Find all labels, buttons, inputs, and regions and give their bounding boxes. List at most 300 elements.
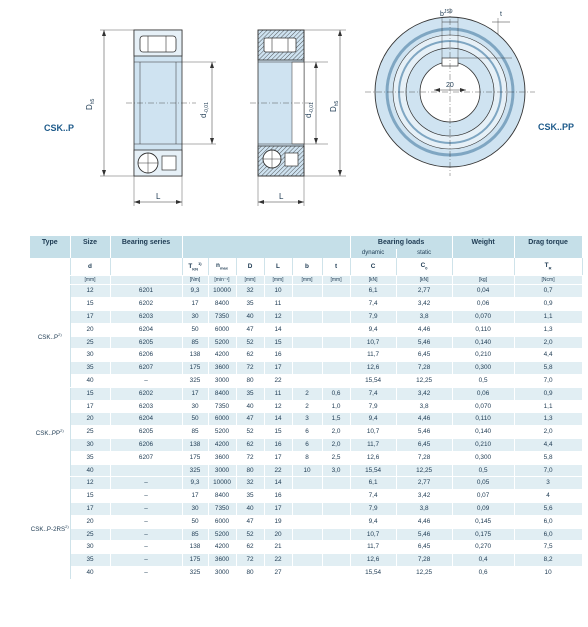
table-cell: 35 (236, 490, 264, 503)
table-cell: 138 (182, 349, 208, 362)
table-cell (292, 311, 322, 324)
header-type: Type (30, 236, 70, 249)
table-cell: 7350 (208, 502, 236, 515)
table-cell: 3,0 (322, 464, 350, 477)
table-cell: 0,070 (452, 400, 514, 413)
table-cell: 22 (264, 374, 292, 387)
table-cell: 2 (292, 400, 322, 413)
table-cell: 6203 (110, 311, 182, 324)
table-row (30, 387, 582, 400)
table-cell: 325 (182, 374, 208, 387)
table-cell: 11,7 (350, 438, 396, 451)
table-cell: 15,54 (350, 374, 396, 387)
table-cell: 35 (236, 387, 264, 400)
table-cell: 30 (70, 349, 110, 362)
table-cell: 30 (182, 311, 208, 324)
table-cell: 2,0 (322, 426, 350, 439)
table-cell (322, 349, 350, 362)
table-cell: 0,05 (452, 477, 514, 490)
table-cell: 20 (70, 323, 110, 336)
table-cell: 52 (236, 426, 264, 439)
table-row (30, 323, 582, 336)
table-cell: 22 (264, 464, 292, 477)
symbol-text: D (247, 262, 253, 270)
symbol-text: C (370, 262, 376, 270)
unit-cell: [Nm] (182, 276, 208, 285)
table-cell (292, 554, 322, 567)
table-row (30, 311, 582, 324)
unit-cell: [mm] (70, 276, 110, 285)
type-footnote: 2) (60, 427, 64, 433)
table-cell: 6,0 (514, 515, 582, 528)
table-cell: 15,54 (350, 566, 396, 579)
table-cell: 11 (264, 298, 292, 311)
table-cell: 4200 (208, 349, 236, 362)
table-cell: 175 (182, 451, 208, 464)
table-cell: 3,42 (396, 298, 452, 311)
unit-row (30, 276, 582, 285)
table-cell (322, 515, 350, 528)
table-cell (292, 477, 322, 490)
table-cell: 40 (236, 311, 264, 324)
type-footnote: 2) (65, 523, 69, 529)
table-cell (322, 541, 350, 554)
table-cell: 40 (70, 464, 110, 477)
table-cell: 15,54 (350, 464, 396, 477)
table-cell: – (110, 477, 182, 490)
table-cell: 0,06 (452, 387, 514, 400)
table-cell: 10 (292, 464, 322, 477)
table-cell: 6206 (110, 349, 182, 362)
table-cell (322, 490, 350, 503)
table-cell: 2 (292, 387, 322, 400)
dim-l-label-2: L (279, 192, 284, 201)
spec-table (30, 236, 583, 580)
table-cell: 72 (236, 451, 264, 464)
table-cell: 9,4 (350, 515, 396, 528)
table-cell: 15 (70, 490, 110, 503)
table-cell: 5,46 (396, 528, 452, 541)
table-cell: 7,9 (350, 311, 396, 324)
table-cell: 10,7 (350, 336, 396, 349)
table-cell: 52 (236, 528, 264, 541)
table-cell (292, 566, 322, 579)
table-cell: 62 (236, 438, 264, 451)
table-cell: 47 (236, 413, 264, 426)
symbol-text: n (216, 261, 220, 269)
table-cell: 80 (236, 566, 264, 579)
table-cell: 15 (264, 426, 292, 439)
table-cell: 72 (236, 554, 264, 567)
table-cell: 8 (292, 451, 322, 464)
table-cell: 40 (70, 566, 110, 579)
table-cell: 32 (236, 477, 264, 490)
table-cell: 6 (292, 438, 322, 451)
symbol-cell (110, 258, 182, 276)
table-cell: 40 (236, 400, 264, 413)
table-cell: 17 (182, 298, 208, 311)
table-cell: 10000 (208, 285, 236, 298)
table-cell: – (110, 515, 182, 528)
table-cell: 15 (264, 336, 292, 349)
table-cell: 14 (264, 323, 292, 336)
type-footnote: 2) (58, 331, 62, 337)
table-cell: 7350 (208, 311, 236, 324)
table-cell: 0,070 (452, 311, 514, 324)
table-cell (292, 528, 322, 541)
unit-cell: [Ncm] (514, 276, 582, 285)
table-row (30, 336, 582, 349)
symbol-text: L (276, 262, 280, 270)
table-cell: 3 (292, 413, 322, 426)
table-cell: 9,4 (350, 413, 396, 426)
table-cell: 7,9 (350, 400, 396, 413)
table-cell: 14 (264, 413, 292, 426)
table-cell: 3,8 (396, 502, 452, 515)
drawings-svg (0, 0, 588, 225)
table-row (30, 464, 582, 477)
table-cell: 1,1 (514, 311, 582, 324)
table-cell: – (110, 528, 182, 541)
table-cell: 4,4 (514, 349, 582, 362)
table-cell: 6,1 (350, 285, 396, 298)
symbol-sub: R (548, 264, 552, 270)
table-cell: 35 (70, 451, 110, 464)
table-cell: 138 (182, 541, 208, 554)
table-cell: 325 (182, 566, 208, 579)
table-cell: 35 (70, 362, 110, 375)
table-cell: 0,5 (452, 464, 514, 477)
table-cell: 6000 (208, 515, 236, 528)
table-cell: 3000 (208, 464, 236, 477)
table-cell: 10,7 (350, 426, 396, 439)
header-dynamic: dynamic (350, 249, 396, 258)
table-cell: 4,4 (514, 438, 582, 451)
table-cell: 3,8 (396, 311, 452, 324)
table-cell: 62 (236, 541, 264, 554)
table-cell: 12,25 (396, 566, 452, 579)
table-cell (322, 477, 350, 490)
type-name: CSK..P-2RS (30, 525, 66, 533)
symbol-cell (182, 258, 208, 276)
header-drag-torque: Drag torque (514, 236, 582, 249)
unit-cell (110, 276, 182, 285)
table-cell: 6,0 (514, 528, 582, 541)
table-cell: 0,175 (452, 528, 514, 541)
table-cell: 2,0 (514, 426, 582, 439)
unit-type-cell (30, 276, 70, 285)
table-cell: 15 (70, 387, 110, 400)
table-cell: 6 (292, 426, 322, 439)
table-cell: 7,4 (350, 387, 396, 400)
unit-cell: [mm] (322, 276, 350, 285)
table-cell: 16 (264, 349, 292, 362)
table-cell: 175 (182, 554, 208, 567)
table-cell (322, 336, 350, 349)
table-cell: 12 (264, 400, 292, 413)
table-cell: 50 (182, 413, 208, 426)
csk-p-label: CSK..P (44, 123, 75, 133)
table-cell (322, 323, 350, 336)
symbol-text: d (88, 262, 92, 270)
table-cell: 4200 (208, 438, 236, 451)
table-cell: 5,6 (514, 502, 582, 515)
table-row (30, 413, 582, 426)
table-row (30, 426, 582, 439)
table-cell: 4 (514, 490, 582, 503)
table-cell: 6000 (208, 413, 236, 426)
symbol-cell (350, 258, 396, 276)
table-cell: 20 (70, 515, 110, 528)
table-cell: 3000 (208, 566, 236, 579)
table-cell: 0,300 (452, 451, 514, 464)
table-cell (292, 362, 322, 375)
table-cell: 12,6 (350, 362, 396, 375)
symbol-cell (292, 258, 322, 276)
table-cell: 7,28 (396, 451, 452, 464)
table-cell: 1,3 (514, 323, 582, 336)
table-cell: 52 (236, 336, 264, 349)
symbol-text: T (544, 261, 549, 269)
table-cell: 0,140 (452, 426, 514, 439)
table-cell: 5,8 (514, 451, 582, 464)
table-cell: 4,46 (396, 413, 452, 426)
header-size: Size (70, 236, 110, 249)
table-cell: 35 (236, 298, 264, 311)
header-bearing-loads: Bearing loads (350, 236, 452, 249)
table-cell: 6206 (110, 438, 182, 451)
symbol-text: T (188, 263, 193, 271)
table-cell: 0,270 (452, 541, 514, 554)
table-cell: 7,28 (396, 362, 452, 375)
table-cell: 6202 (110, 298, 182, 311)
table-cell (322, 502, 350, 515)
table-cell: 0,145 (452, 515, 514, 528)
symbol-cell (322, 258, 350, 276)
table-cell (292, 285, 322, 298)
table-cell (322, 298, 350, 311)
table-cell: 6207 (110, 451, 182, 464)
table-cell: 2,5 (322, 451, 350, 464)
table-cell: 4200 (208, 541, 236, 554)
table-cell: 6,45 (396, 349, 452, 362)
symbol-cell (264, 258, 292, 276)
table-cell: 19 (264, 515, 292, 528)
table-cell (322, 374, 350, 387)
symbol-cell (514, 258, 582, 276)
table-cell: 8,2 (514, 554, 582, 567)
table-cell: 47 (236, 323, 264, 336)
table-cell: – (110, 502, 182, 515)
table-cell: 2,0 (514, 336, 582, 349)
table-row (30, 566, 582, 579)
table-cell: 6,45 (396, 541, 452, 554)
table-cell: 0,9 (514, 298, 582, 311)
table-cell: 2,0 (322, 438, 350, 451)
table-cell: 0,110 (452, 323, 514, 336)
symbol-text: t (334, 262, 338, 270)
table-cell: 0,140 (452, 336, 514, 349)
table-cell: 3000 (208, 374, 236, 387)
symbol-row (30, 258, 582, 276)
table-cell (292, 515, 322, 528)
table-cell: 35 (70, 554, 110, 567)
type-cell (30, 477, 70, 579)
table-cell: 50 (182, 515, 208, 528)
table-cell: 0,06 (452, 298, 514, 311)
table-row (30, 438, 582, 451)
table-cell: 0,09 (452, 502, 514, 515)
table-cell: 12 (70, 285, 110, 298)
table-cell: 6202 (110, 387, 182, 400)
table-cell: 0,6 (452, 566, 514, 579)
table-cell: 14 (264, 477, 292, 490)
table-cell: 85 (182, 426, 208, 439)
table-cell: – (110, 490, 182, 503)
table-cell: 0,300 (452, 362, 514, 375)
table-cell: 9,3 (182, 285, 208, 298)
table-cell: 7350 (208, 400, 236, 413)
table-cell: 0,7 (514, 285, 582, 298)
table-cell (322, 554, 350, 567)
table-cell: 4,46 (396, 515, 452, 528)
table-row (30, 528, 582, 541)
table-cell: 20 (264, 528, 292, 541)
table-cell: 6205 (110, 336, 182, 349)
table-cell: 47 (236, 515, 264, 528)
table-cell: 5,46 (396, 426, 452, 439)
table-cell: 12 (264, 311, 292, 324)
table-row (30, 541, 582, 554)
symbol-cell (452, 258, 514, 276)
table-cell: 72 (236, 362, 264, 375)
unit-cell: [mm] (292, 276, 322, 285)
header-static: static (396, 249, 452, 258)
table-cell: 12,6 (350, 554, 396, 567)
table-cell: 7,5 (514, 541, 582, 554)
table-cell: 3,42 (396, 490, 452, 503)
table-cell: 6204 (110, 323, 182, 336)
table-cell: 0,110 (452, 413, 514, 426)
table-cell (292, 298, 322, 311)
dim-t-label: t (500, 11, 502, 18)
table-cell: 1,0 (322, 400, 350, 413)
table-cell: 9,4 (350, 323, 396, 336)
table-cell: 85 (182, 336, 208, 349)
table-cell: 10,7 (350, 528, 396, 541)
table-row (30, 349, 582, 362)
table-cell: 6000 (208, 323, 236, 336)
table-cell: 25 (70, 336, 110, 349)
technical-drawings (0, 0, 588, 225)
table-cell: 6,45 (396, 438, 452, 451)
table-cell: 32 (236, 285, 264, 298)
unit-cell: [kN] (350, 276, 396, 285)
table-cell: 5200 (208, 528, 236, 541)
table-cell: 7,4 (350, 490, 396, 503)
table-cell: 30 (70, 438, 110, 451)
table-cell: 7,0 (514, 374, 582, 387)
table-cell: 25 (70, 528, 110, 541)
table-cell: 17 (264, 502, 292, 515)
table-cell: 5,8 (514, 362, 582, 375)
type-name: CSK..P (37, 333, 59, 341)
table-cell: 0,07 (452, 490, 514, 503)
table-cell: 138 (182, 438, 208, 451)
table-cell: 21 (264, 541, 292, 554)
table-cell: 11 (264, 387, 292, 400)
dim-b-label: $b^{JS9}$ (440, 9, 453, 18)
table-cell: 0,6 (322, 387, 350, 400)
table-cell: 12,6 (350, 451, 396, 464)
table-cell: – (110, 374, 182, 387)
type-cell (30, 387, 70, 477)
table-cell: 30 (182, 502, 208, 515)
table-cell (322, 528, 350, 541)
table-cell: 0,210 (452, 349, 514, 362)
symbol-cell (236, 258, 264, 276)
dim-d-label-2: $d_{-0,01}$ (304, 102, 315, 118)
header-weight: Weight (452, 236, 514, 249)
table-cell: 7,28 (396, 554, 452, 567)
unit-cell: [kN] (396, 276, 452, 285)
table-cell: 6204 (110, 413, 182, 426)
table-cell: 12,25 (396, 374, 452, 387)
table-cell: 40 (236, 502, 264, 515)
table-cell: 2,77 (396, 477, 452, 490)
dim-l-label-1: L (156, 192, 161, 201)
csk-pp-section-drawing (250, 30, 346, 206)
table-cell: 11,7 (350, 541, 396, 554)
table-cell: 0,4 (452, 554, 514, 567)
table-cell: 17 (70, 502, 110, 515)
symbol-cell (396, 258, 452, 276)
table-cell: 11,7 (350, 349, 396, 362)
symbol-cell (208, 258, 236, 276)
table-cell: – (110, 541, 182, 554)
table-cell (292, 349, 322, 362)
table-cell: – (110, 566, 182, 579)
table-cell: 5200 (208, 336, 236, 349)
table-cell: 8400 (208, 387, 236, 400)
table-cell: 7,4 (350, 298, 396, 311)
table-cell: 15 (70, 298, 110, 311)
table-cell: 0,5 (452, 374, 514, 387)
table-row (30, 374, 582, 387)
table-cell: 1,1 (514, 400, 582, 413)
table-cell: 3 (514, 477, 582, 490)
table-cell: 3600 (208, 554, 236, 567)
table-cell: 17 (264, 362, 292, 375)
table-cell: 12 (70, 477, 110, 490)
table-cell: 22 (264, 554, 292, 567)
table-row (30, 400, 582, 413)
table-cell (322, 362, 350, 375)
table-row (30, 298, 582, 311)
table-row (30, 502, 582, 515)
header-bearing-series: Bearing series (110, 236, 182, 249)
symbol-sup: 1) (198, 261, 202, 266)
table-cell (292, 502, 322, 515)
table-row (30, 451, 582, 464)
table-cell (292, 490, 322, 503)
table-cell: 0,210 (452, 438, 514, 451)
dim-dh5-label-1: $D_{h5}$ (85, 98, 96, 110)
table-cell: 325 (182, 464, 208, 477)
table-cell: 3600 (208, 451, 236, 464)
table-cell: 0,9 (514, 387, 582, 400)
table-row (30, 362, 582, 375)
